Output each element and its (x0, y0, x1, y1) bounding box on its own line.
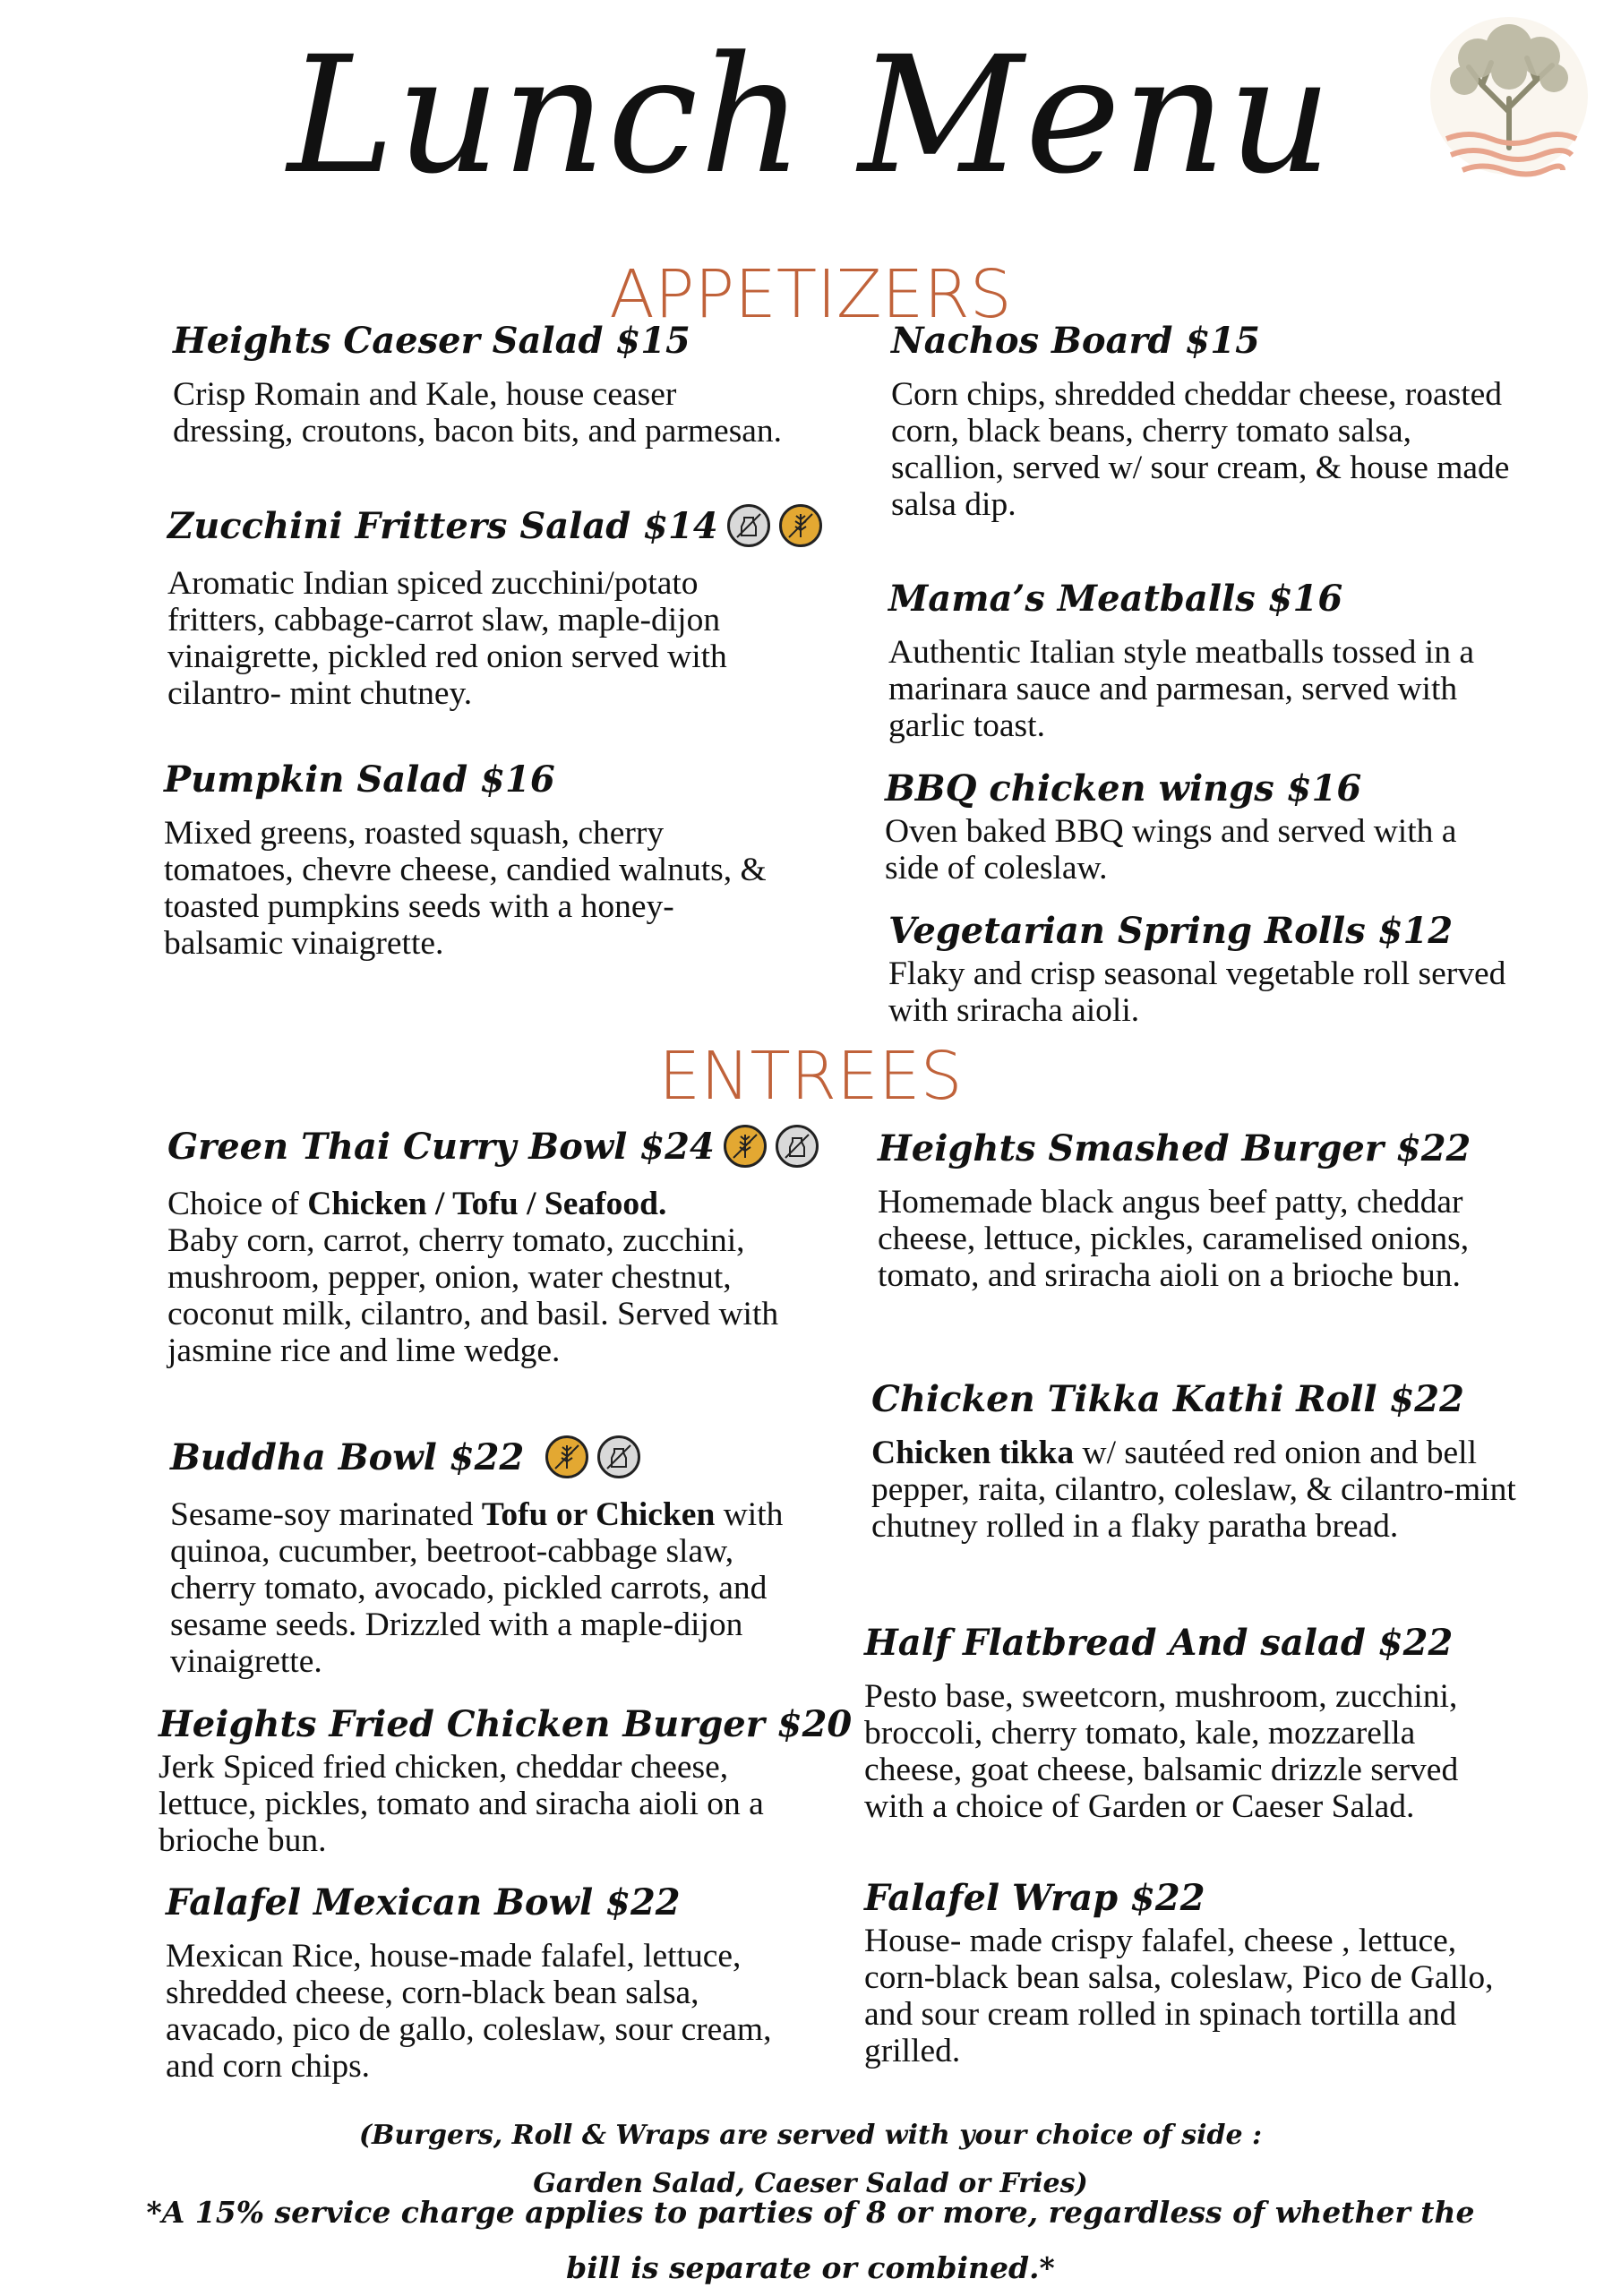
item-name: Falafel Mexican Bowl $22 (166, 1881, 681, 1923)
appetizers-heading: APPETIZERS (609, 256, 1012, 333)
item-name: Heights Smashed Burger $22 (878, 1127, 1471, 1169)
menu-item (888, 578, 1533, 744)
menu-item (864, 1623, 1509, 1825)
gluten-free-icon (779, 504, 822, 547)
item-desc-pre: Sesame-soy marinated (170, 1496, 482, 1533)
item-desc-bold: Chicken / Tofu / Seafood. (307, 1186, 667, 1222)
service-note-line1: *A 15% service charge applies to parties of 8 or more, regardless of whether the (146, 2195, 1475, 2230)
item-desc-rest: Baby corn, carrot, cherry tomato, zucchini, mushroom, pepper, onion, water chestnut, coconut milk, cilantro, and basil. Served with jasmine rice and lime wedge. (167, 1222, 779, 1369)
item-name-text: Zucchini Fritters Salad $14 (167, 505, 718, 547)
menu-item (891, 321, 1518, 523)
item-description: Homemade black angus beef patty, cheddar cheese, lettuce, pickles, caramelised onions, tomato, and sriracha aioli on a brioche bun. (878, 1184, 1470, 1294)
item-description: Jerk Spiced fried chicken, cheddar cheese, lettuce, pickles, tomato and siracha aioli on a brioche bun. (159, 1749, 764, 1859)
menu-item (888, 911, 1515, 1029)
menu-title: Lunch Menu (287, 22, 1334, 210)
menu-item (864, 1878, 1509, 2069)
item-desc-bold: Chicken tikka (871, 1435, 1075, 1471)
menu-item (167, 1127, 812, 1369)
item-name (167, 506, 794, 551)
item-name: Falafel Wrap $22 (864, 1877, 1205, 1919)
item-name (167, 1127, 812, 1171)
service-note-line2: bill is separate or combined.* (566, 2250, 1055, 2285)
menu-item (878, 1128, 1522, 1294)
service-charge-note (0, 2185, 1621, 2296)
menu-item (170, 1437, 815, 1680)
item-description: Mixed greens, roasted squash, cherry tomatoes, chevre cheese, candied walnuts, & toasted pumpkins seeds with a honey-balsamic vinaigrette. (164, 815, 767, 962)
item-description (170, 1496, 815, 1680)
menu-item (164, 759, 791, 962)
item-name: BBQ chicken wings $16 (885, 767, 1362, 810)
item-description (167, 1186, 812, 1369)
menu-item (173, 321, 800, 450)
lactose-free-icon (776, 1125, 819, 1168)
sides-note-line2: Garden Salad, Caeser Salad or Fries) (533, 2168, 1088, 2199)
item-name: Heights Fried Chicken Burger $20 (159, 1703, 853, 1745)
item-name (170, 1437, 815, 1482)
menu-item (167, 506, 794, 712)
item-name: Chicken Tikka Kathi Roll $22 (871, 1378, 1464, 1420)
item-description: Corn chips, shredded cheddar cheese, roasted corn, black beans, cherry tomato salsa, scallion, served w/ sour cream, & house made salsa dip. (891, 376, 1510, 523)
item-description: Pesto base, sweetcorn, mushroom, zucchini, broccoli, cherry tomato, kale, mozzarella cheese, goat cheese, balsamic drizzle served with a choice of Garden or Caeser Salad. (864, 1678, 1459, 1825)
item-description: Crisp Romain and Kale, house ceaser dressing, croutons, bacon bits, and parmesan. (173, 376, 783, 450)
item-description: Aromatic Indian spiced zucchini/potato fritters, cabbage-carrot slaw, maple-dijon vinaigrette, pickled red onion served with cilantro- mint chutney. (167, 565, 727, 712)
menu-item (166, 1882, 810, 2085)
item-name: Half Flatbread And salad $22 (864, 1622, 1454, 1664)
item-description: Mexican Rice, house-made falafel, lettuce, shredded cheese, corn-black bean salsa, avacado, pico de gallo, coleslaw, sour cream, and corn chips. (166, 1938, 772, 2085)
item-desc-rest: with quinoa, cucumber, beetroot-cabbage slaw, cherry tomato, avocado, pickled carrots, and sesame seeds. Drizzled with a maple-dijon vinaigrette. (170, 1496, 784, 1680)
item-name: Vegetarian Spring Rolls $12 (888, 910, 1454, 952)
lactose-free-icon (727, 504, 770, 547)
item-description: Flaky and crisp seasonal vegetable roll served with sriracha aioli. (888, 955, 1506, 1029)
entrees-heading: ENTREES (658, 1038, 963, 1115)
sides-note-line1: (Burgers, Roll & Wraps are served with your choice of side : (358, 2120, 1263, 2151)
menu-item (871, 1379, 1516, 1545)
gluten-free-icon (724, 1125, 767, 1168)
item-desc-bold: Tofu or Chicken (481, 1496, 716, 1533)
menu-item (159, 1703, 853, 1859)
lactose-free-icon (597, 1435, 640, 1478)
item-desc-pre: Choice of (167, 1186, 308, 1222)
menu-item (885, 768, 1512, 887)
item-name: Heights Caeser Salad $15 (173, 320, 690, 362)
item-name: Nachos Board $15 (891, 320, 1260, 362)
item-description: House- made crispy falafel, cheese , lettuce, corn-black bean salsa, coleslaw, Pico de Gallo, and sour cream rolled in spinach tortilla and grilled. (864, 1923, 1494, 2069)
item-name-text: Green Thai Curry Bowl $24 (167, 1126, 715, 1168)
tree-waves-logo (1428, 13, 1590, 184)
item-name: Mama’s Meatballs $16 (888, 578, 1343, 620)
item-description (871, 1435, 1516, 1545)
gluten-free-icon (545, 1435, 588, 1478)
item-description: Oven baked BBQ wings and served with a side of coleslaw. (885, 813, 1457, 887)
item-name-text: Buddha Bowl $22 (170, 1436, 525, 1478)
item-name: Pumpkin Salad $16 (164, 758, 555, 801)
item-description: Authentic Italian style meatballs tossed in a marinara sauce and parmesan, served with garlic toast. (888, 634, 1474, 744)
item-desc-rest: w/ sautéed red onion and bell pepper, raita, cilantro, coleslaw, & cilantro-mint chutney rolled in a flaky paratha bread. (871, 1435, 1516, 1545)
